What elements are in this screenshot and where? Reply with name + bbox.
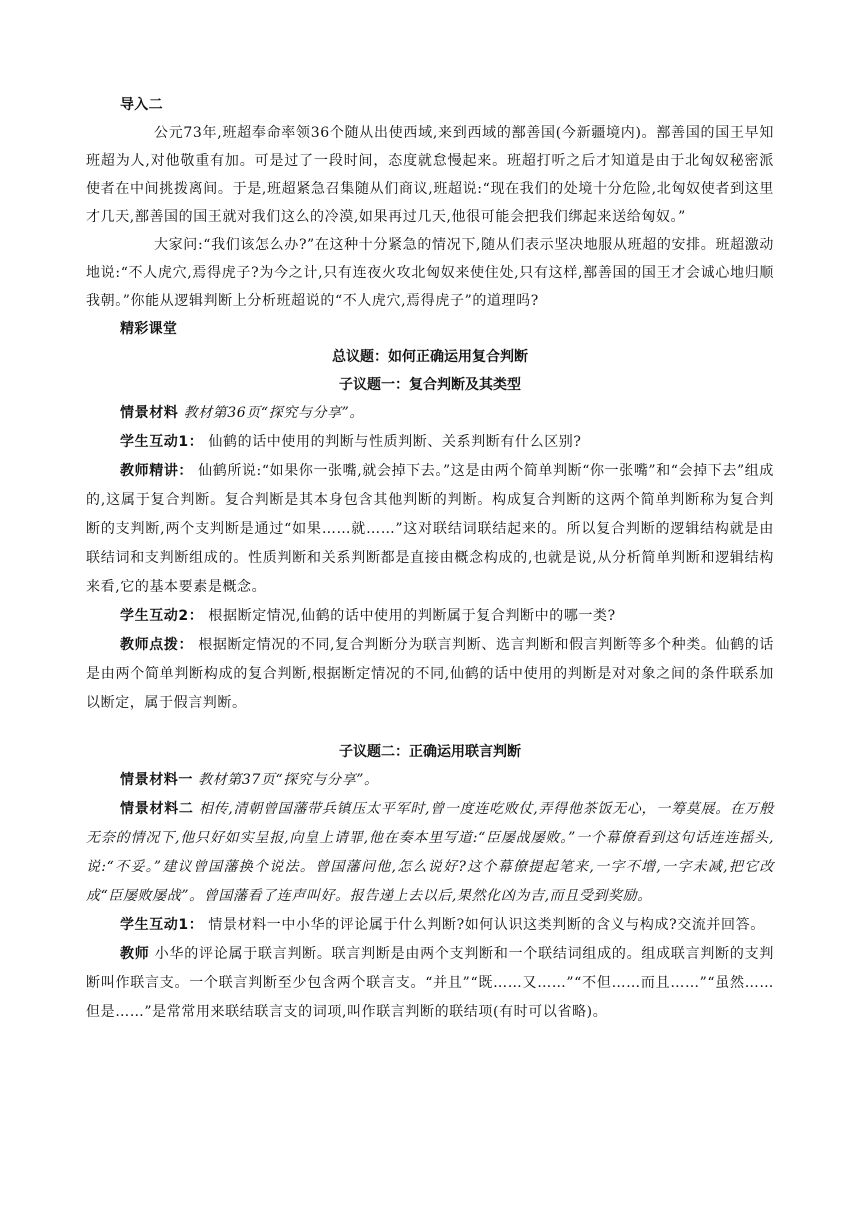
sub1-material-label: 情景材料 bbox=[120, 405, 179, 421]
classroom-heading: 精彩课堂 bbox=[120, 321, 178, 337]
sub1-question-1 bbox=[86, 428, 774, 457]
intro-heading: 导入二 bbox=[120, 97, 163, 113]
sub1-question-1-text: 仙鹤的话中使用的判断与性质判断、关系判断有什么区别? bbox=[208, 434, 582, 450]
sub2-question-1-label: 学生互动1： bbox=[120, 917, 204, 933]
sub1-material bbox=[86, 399, 774, 428]
sub1-answer-2-text: 根据断定情况的不同,复合判断分为联言判断、选言判断和假言判断等多个种类。仙鹤的话是由两个简单判断构成的复合判断,根据断定情况的不同,仙鹤的话中使用的判断是对对象之间的条件联系加以断定，属于假言判断。 bbox=[86, 637, 774, 711]
sub2-teacher-text: 小华的评论属于联言判断。联言判断是由两个支判断和一个联结词组成的。组成联言判断的支判断叫作联言支。一个联言判断至少包含两个联言支。“并且”“既……又……”“不但……而且……”“虽然……但是……”是常常用来联结联言支的词项,叫作联言判断的联结项(有时可以省略)。 bbox=[86, 946, 774, 1020]
section-spacer bbox=[120, 718, 774, 738]
subtopic-1-title: 子议题一：复合判断及其类型 bbox=[339, 377, 521, 393]
sub2-question-1 bbox=[86, 911, 774, 940]
sub2-material-1-label: 情景材料一 bbox=[120, 772, 193, 788]
sub2-teacher-answer bbox=[86, 940, 774, 1027]
main-topic-title: 总议题：如何正确运用复合判断 bbox=[332, 349, 528, 365]
subtopic-2-title: 子议题二：正确运用联言判断 bbox=[339, 744, 521, 760]
sub1-answer-1-text: 仙鹤所说:“如果你一张嘴,就会掉下去。”这是由两个简单判断“你一张嘴”和“会掉下去”组成的,这属于复合判断。复合判断是其本身包含其他判断的判断。构成复合判断的这两个简单判断称为复合判断的支判断,两个支判断是通过“如果……就……”这对联结词联结起来的。所以复合判断的逻辑结构就是由联结词和支判断组成的。性质判断和关系判断都是直接由概念构成的,也就是说,从分析简单判断和逻辑结构来看,它的基本要素是概念。 bbox=[86, 463, 774, 595]
sub2-question-1-text: 情景材料一中小华的评论属于什么判断?如何认识这类判断的含义与构成?交流并回答。 bbox=[208, 917, 765, 933]
sub1-question-2-text: 根据断定情况,仙鹤的话中使用的判断属于复合判断中的哪一类? bbox=[208, 608, 616, 624]
sub1-question-1-label: 学生互动1： bbox=[120, 434, 204, 450]
sub2-material-2-text: 相传,清朝曾国藩带兵镇压太平军时,曾一度连吃败仗,弄得他茶饭无心，一筹莫展。在万般无奈的情况下,他只好如实呈报,向皇上请罪,他在奏本里写道:“臣屡战屡败。”一个幕僚看到这句话连连摇头,说:“不妥。”建议曾国藩换个说法。曾国藩问他,怎么说好?这个幕僚提起笔来,一字不增,一字未减,把它改成“臣屡败屡战”。曾国藩看了连声叫好。报告递上去以后,果然化凶为吉,而且受到奖励。 bbox=[86, 801, 774, 904]
intro-paragraph-2: 大家问:“我们该怎么办?”在这种十分紧急的情况下,随从们表示坚决地服从班超的安排。班超激动地说:“不人虎穴,焉得虎子?为今之计,只有连夜火攻北匈奴来使住处,只有这样,鄯善国的国王才会诚心地归顺我朝。”你能从逻辑判断上分析班超说的“不人虎穴,焉得虎子”的道理吗? bbox=[86, 237, 774, 309]
sub2-material-1 bbox=[86, 766, 774, 795]
sub2-teacher-label: 教师 bbox=[120, 946, 150, 962]
sub2-material-2-label: 情景材料二 bbox=[120, 801, 194, 817]
sub1-question-2-label: 学生互动2： bbox=[120, 608, 204, 624]
sub1-answer-2 bbox=[86, 631, 774, 718]
sub1-answer-1 bbox=[86, 457, 774, 602]
sub2-material-2 bbox=[86, 795, 774, 911]
sub1-question-2 bbox=[86, 602, 774, 631]
sub1-material-text: 教材第36页“探究与分享”。 bbox=[183, 405, 364, 421]
sub2-material-1-text: 教材第37页“探究与分享”。 bbox=[198, 772, 379, 788]
intro-paragraph-1: 公元73年,班超奉命率领36个随从出使西域,来到西域的鄯善国(今新疆境内)。鄯善国的国王早知班超为人,对他敬重有加。可是过了一段时间，态度就怠慢起来。班超打听之后才知道是由于北匈奴秘密派使者在中间挑拨离间。于是,班超紧急召集随从们商议,班超说:“现在我们的处境十分危险,北匈奴使者到这里才几天,鄯善国的国王就对我们这么的冷漠,如果再过几天,他很可能会把我们绑起来送给匈奴。” bbox=[86, 125, 774, 225]
sub1-answer-2-label: 教师点拨： bbox=[120, 637, 194, 653]
sub1-answer-1-label: 教师精讲： bbox=[120, 463, 194, 479]
